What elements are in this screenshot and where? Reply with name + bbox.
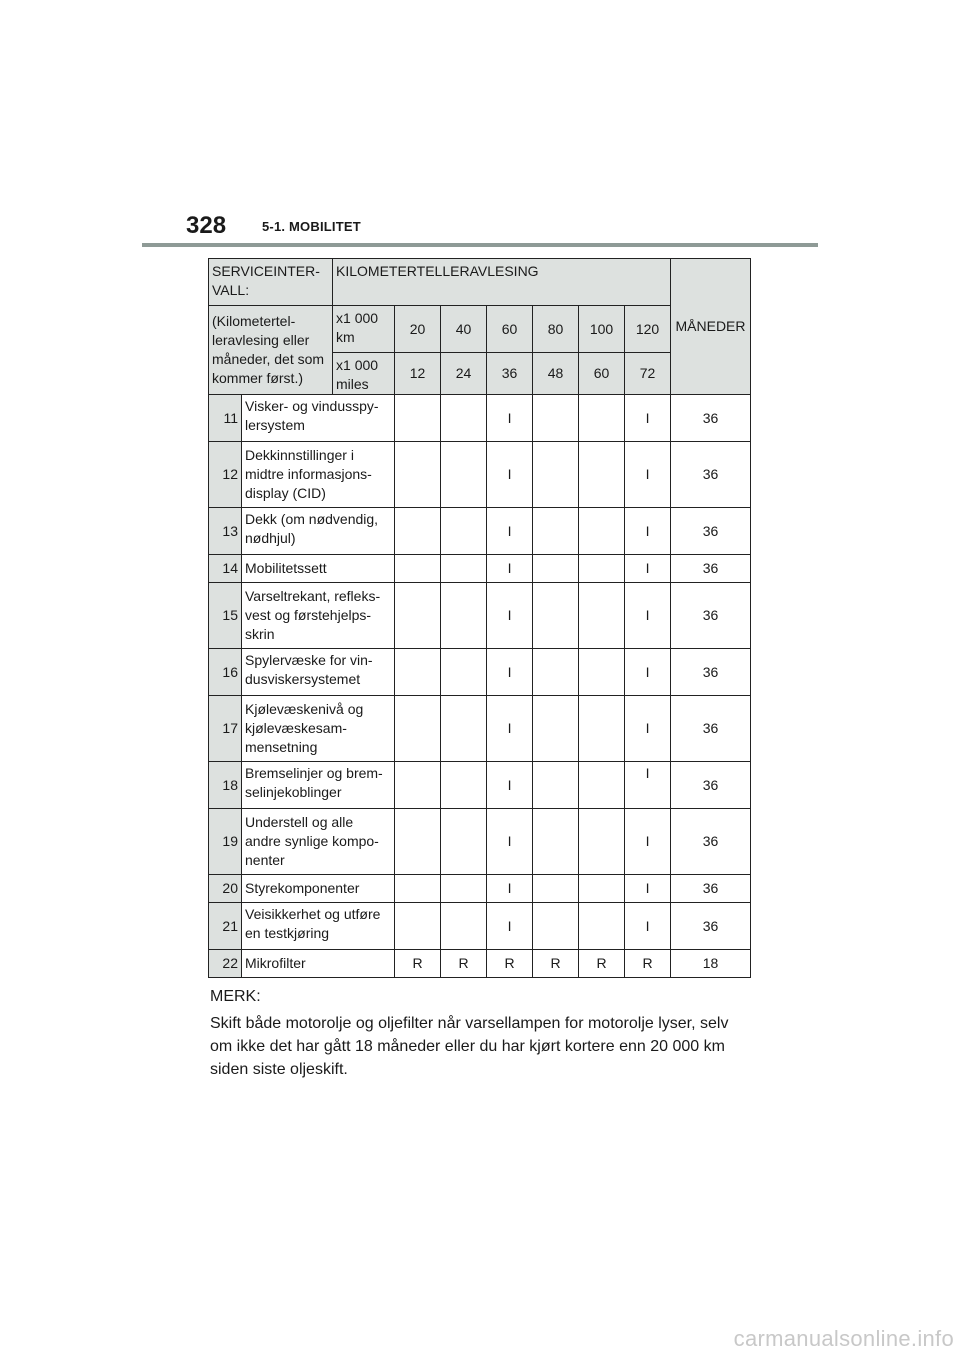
row-value — [579, 696, 625, 762]
row-item: Spylervæske for vin- dusviskersystemet — [242, 649, 395, 696]
row-value: I — [487, 762, 533, 809]
mile-value: 60 — [579, 353, 625, 395]
row-value: R — [441, 950, 487, 978]
service-interval-header: SERVICEINTER- VALL: — [209, 259, 333, 306]
row-item: Mikrofilter — [242, 950, 395, 978]
row-value: I — [487, 809, 533, 875]
row-value — [395, 809, 441, 875]
km-value: 80 — [533, 306, 579, 353]
mile-value: 12 — [395, 353, 441, 395]
row-item: Visker- og vindusspy- lersystem — [242, 395, 395, 442]
note-label: MERK: — [210, 988, 261, 1005]
row-value — [441, 649, 487, 696]
row-months: 18 — [671, 950, 751, 978]
row-months: 36 — [671, 903, 751, 950]
row-value: I — [625, 395, 671, 442]
row-value — [441, 696, 487, 762]
row-value — [579, 442, 625, 508]
row-item: Bremselinjer og brem- selinjekoblinger — [242, 762, 395, 809]
row-value: I — [625, 508, 671, 555]
table-row — [209, 649, 751, 696]
row-value: I — [625, 649, 671, 696]
row-value — [441, 583, 487, 649]
mile-value: 36 — [487, 353, 533, 395]
km-value: 60 — [487, 306, 533, 353]
row-number: 13 — [209, 508, 242, 555]
row-number: 14 — [209, 555, 242, 583]
row-value — [579, 508, 625, 555]
row-value: I — [487, 696, 533, 762]
row-value — [395, 903, 441, 950]
row-value — [441, 442, 487, 508]
row-value — [533, 875, 579, 903]
row-number: 22 — [209, 950, 242, 978]
row-value: I — [487, 875, 533, 903]
row-value — [533, 583, 579, 649]
km-value: 100 — [579, 306, 625, 353]
section-title: 5-1. MOBILITET — [262, 219, 361, 234]
mile-value: 72 — [625, 353, 671, 395]
row-value: I — [487, 649, 533, 696]
interval-condition-note: (Kilometertel- leravlesing eller måneder, det som kommer først.) — [209, 306, 333, 395]
row-item: Dekk (om nødvendig, nødhjul) — [242, 508, 395, 555]
row-value: I — [487, 555, 533, 583]
row-value — [395, 395, 441, 442]
row-value — [533, 395, 579, 442]
table-row — [209, 696, 751, 762]
row-value — [395, 555, 441, 583]
table-row — [209, 583, 751, 649]
mile-value: 24 — [441, 353, 487, 395]
table-row — [209, 508, 751, 555]
row-value: I — [487, 442, 533, 508]
km-value: 20 — [395, 306, 441, 353]
table-row — [209, 903, 751, 950]
km-value: 40 — [441, 306, 487, 353]
row-value — [533, 696, 579, 762]
row-value — [441, 555, 487, 583]
row-number: 21 — [209, 903, 242, 950]
row-number: 19 — [209, 809, 242, 875]
row-item: Mobilitetssett — [242, 555, 395, 583]
row-months: 36 — [671, 649, 751, 696]
row-value — [579, 762, 625, 809]
row-number: 11 — [209, 395, 242, 442]
row-number: 20 — [209, 875, 242, 903]
row-value: I — [625, 442, 671, 508]
row-value — [395, 508, 441, 555]
row-months: 36 — [671, 583, 751, 649]
row-value: R — [487, 950, 533, 978]
row-months: 36 — [671, 442, 751, 508]
row-value: I — [487, 903, 533, 950]
row-value: I — [625, 696, 671, 762]
miles-unit-label: x1 000 miles — [333, 353, 395, 395]
row-months: 36 — [671, 395, 751, 442]
row-value — [441, 875, 487, 903]
row-value — [441, 762, 487, 809]
row-value — [579, 875, 625, 903]
row-item: Kjølevæskenivå og kjølevæskesam- mensetning — [242, 696, 395, 762]
row-value — [579, 583, 625, 649]
row-value — [579, 555, 625, 583]
row-months: 36 — [671, 809, 751, 875]
table-row — [209, 809, 751, 875]
table-row — [209, 875, 751, 903]
row-value: I — [487, 508, 533, 555]
table-row — [209, 395, 751, 442]
row-value — [441, 395, 487, 442]
table-row — [209, 555, 751, 583]
row-number: 18 — [209, 762, 242, 809]
row-value — [533, 508, 579, 555]
row-number: 16 — [209, 649, 242, 696]
row-months: 36 — [671, 875, 751, 903]
row-value — [533, 762, 579, 809]
watermark: carmanualsonline.info — [733, 1326, 954, 1351]
row-value: R — [625, 950, 671, 978]
row-value — [579, 903, 625, 950]
row-value: I — [625, 809, 671, 875]
row-value: I — [625, 903, 671, 950]
row-number: 12 — [209, 442, 242, 508]
km-unit-label: x1 000 km — [333, 306, 395, 353]
row-value — [441, 508, 487, 555]
note-text: Skift både motorolje og oljefilter når varsellampen for motorolje lyser, selv om ikke det har gått 18 måneder eller du har kjørt kortere enn 20 000 km siden siste oljeskift. — [210, 1015, 729, 1078]
row-value — [533, 442, 579, 508]
row-value: I — [487, 583, 533, 649]
table-row — [209, 762, 751, 809]
row-value: R — [395, 950, 441, 978]
row-value — [395, 442, 441, 508]
row-value — [533, 555, 579, 583]
table-row — [209, 442, 751, 508]
row-value — [533, 809, 579, 875]
row-number: 15 — [209, 583, 242, 649]
row-months: 36 — [671, 696, 751, 762]
row-value — [579, 395, 625, 442]
row-value: I — [487, 395, 533, 442]
row-value: R — [533, 950, 579, 978]
row-item: Dekkinnstillinger i midtre informasjons- display (CID) — [242, 442, 395, 508]
page-number: 328 — [186, 212, 227, 239]
row-months: 36 — [671, 762, 751, 809]
row-item: Styrekomponenter — [242, 875, 395, 903]
row-value — [533, 903, 579, 950]
row-value: I — [625, 875, 671, 903]
odometer-header: KILOMETERTELLERAVLESING — [333, 259, 671, 306]
row-value — [395, 875, 441, 903]
row-value: I — [625, 762, 671, 809]
row-item: Varseltrekant, refleks- vest og førstehjelps- skrin — [242, 583, 395, 649]
header-rule — [142, 243, 818, 247]
row-value — [441, 809, 487, 875]
row-value — [441, 903, 487, 950]
row-value — [395, 649, 441, 696]
months-header: MÅNEDER — [671, 259, 751, 395]
row-value — [395, 762, 441, 809]
row-months: 36 — [671, 555, 751, 583]
row-value — [579, 809, 625, 875]
table-row — [209, 950, 751, 978]
row-number: 17 — [209, 696, 242, 762]
row-value — [395, 696, 441, 762]
row-value: I — [625, 583, 671, 649]
row-value — [395, 583, 441, 649]
km-value: 120 — [625, 306, 671, 353]
row-value — [579, 649, 625, 696]
row-item: Veisikkerhet og utføre en testkjøring — [242, 903, 395, 950]
row-months: 36 — [671, 508, 751, 555]
row-value — [533, 649, 579, 696]
row-item: Understell og alle andre synlige kompo- nenter — [242, 809, 395, 875]
row-value: R — [579, 950, 625, 978]
mile-value: 48 — [533, 353, 579, 395]
maintenance-schedule-table — [208, 258, 751, 978]
row-value: I — [625, 555, 671, 583]
